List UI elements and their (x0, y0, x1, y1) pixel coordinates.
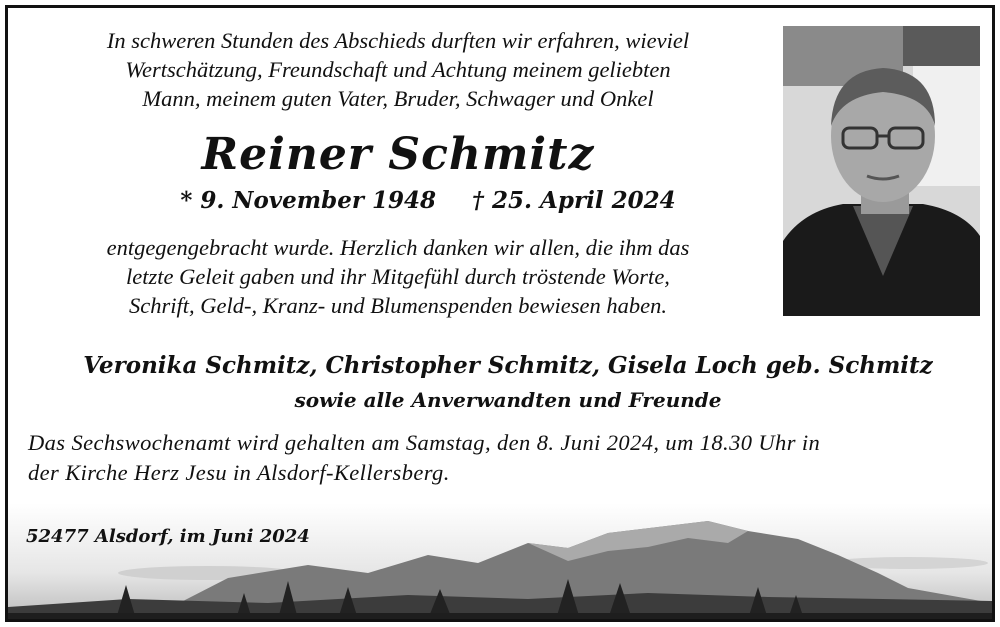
place-date: 52477 Alsdorf, im Juni 2024 (26, 526, 310, 547)
thanks-line: Schrift, Geld-, Kranz- und Blumenspenden bewiesen haben. (128, 293, 668, 318)
service-text (28, 428, 988, 488)
birth-date: * 9. November 1948 (180, 187, 436, 214)
death-date: † 25. April 2024 (472, 187, 676, 214)
landscape-image (8, 503, 992, 619)
deceased-name: Reiner Schmitz (201, 129, 595, 180)
portrait-photo (783, 26, 980, 316)
service-line: Das Sechswochenamt wird gehalten am Samstag, den 8. Juni 2024, um 18.30 Uhr in (28, 430, 821, 455)
thanks-line: letzte Geleit gaben und ihr Mitgefühl durch tröstende Worte, (126, 264, 670, 289)
mountain-landscape (8, 503, 992, 619)
intro-line: In schweren Stunden des Abschieds durften wir erfahren, wieviel (106, 28, 690, 53)
portrait-image (783, 26, 980, 316)
intro-text (28, 26, 768, 113)
life-dates (28, 186, 828, 216)
intro-line: Mann, meinem guten Vater, Bruder, Schwager und Onkel (142, 86, 654, 111)
mourners-family: Veronika Schmitz, Christopher Schmitz, Gisela Loch geb. Schmitz (83, 352, 933, 379)
mourners-relatives: sowie alle Anverwandten und Freunde (294, 388, 722, 412)
obituary-notice (5, 5, 995, 622)
intro-line: Wertschätzung, Freundschaft und Achtung meinem geliebten (125, 57, 671, 82)
service-line: der Kirche Herz Jesu in Alsdorf-Kellersberg. (28, 460, 450, 485)
thanks-line: entgegengebracht wurde. Herzlich danken wir allen, die ihm das (106, 235, 690, 260)
thanks-text (28, 233, 768, 320)
